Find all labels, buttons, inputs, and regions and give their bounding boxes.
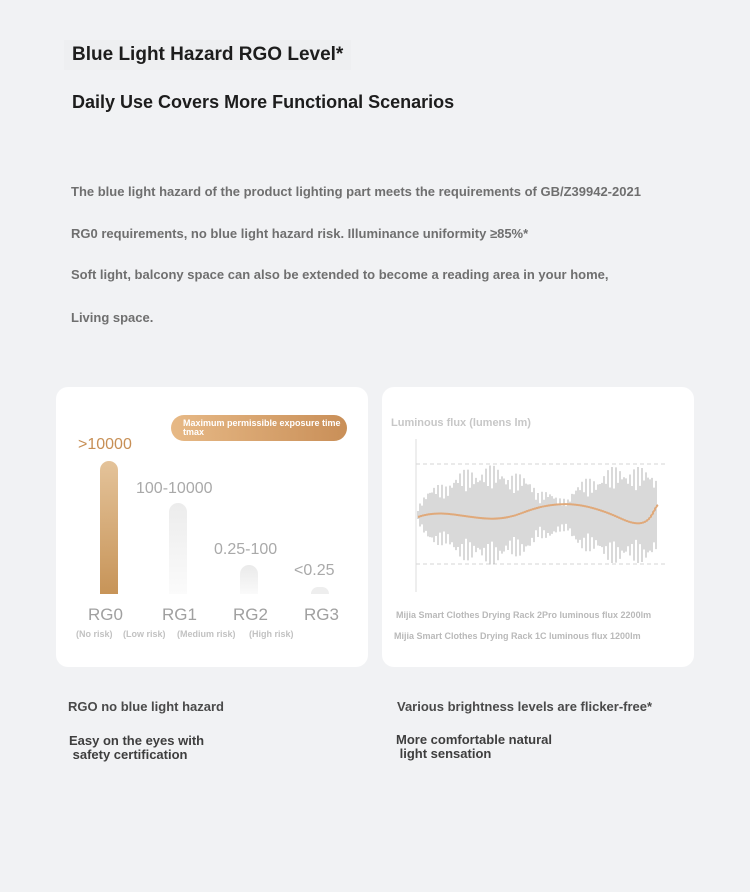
- level-bar-rg1: [169, 503, 187, 594]
- feature-1-text: [69, 734, 204, 762]
- level-value-rg3: <0.25: [294, 562, 335, 579]
- level-value-rg1: 100-10000: [136, 480, 213, 497]
- feature-2-text: [396, 733, 552, 761]
- level-value-rg2: 0.25-100: [214, 541, 278, 558]
- description-line-1: The blue light hazard of the product lighting part meets the requirements of GB/Z39942-2021: [71, 184, 641, 199]
- feature-1-heading: RGO no blue light hazard: [68, 699, 224, 714]
- level-risk-rg0: (No risk): [76, 629, 113, 639]
- level-bar-rg3: [311, 587, 329, 594]
- level-group-rg2: RG2: [233, 605, 268, 624]
- description-line-3: Soft light, balcony space can also be extended to become a reading area in your home,: [71, 267, 609, 282]
- level-risk-rg1: (Low risk): [123, 629, 166, 639]
- page-subtitle: Daily Use Covers More Functional Scenarios: [72, 92, 455, 112]
- hazard-chart-card: [56, 387, 368, 667]
- level-group-rg3: RG3: [304, 605, 339, 624]
- flux-waveform-graphic: [382, 387, 694, 667]
- level-bar-rg0: [100, 461, 118, 594]
- flux-legend-1c: Mijia Smart Clothes Drying Rack 1C luminous flux 1200lm: [394, 631, 641, 641]
- level-bar-rg2: [240, 565, 258, 594]
- page-title: Blue Light Hazard RGO Level*: [64, 40, 351, 70]
- level-group-rg0: RG0: [88, 605, 123, 624]
- exposure-time-pill: [171, 415, 347, 441]
- exposure-time-label: Maximum permissible exposure time tmax: [183, 418, 341, 437]
- feature-2-heading: Various brightness levels are flicker-free*: [397, 699, 653, 714]
- flux-chart-title: Luminous flux (lumens lm): [391, 417, 531, 429]
- feature-1-text-line-1: Easy on the eyes with: [69, 733, 205, 748]
- flux-chart-card: [382, 387, 694, 667]
- feature-1-text-line-2: safety certification: [69, 747, 188, 762]
- level-value-rg0: >10000: [78, 436, 132, 453]
- description-line-4: Living space.: [71, 310, 154, 325]
- level-risk-rg3: (High risk): [249, 629, 294, 639]
- level-risk-rg2: (Medium risk): [177, 629, 236, 639]
- feature-2-text-line-1: More comfortable natural: [396, 732, 553, 747]
- flux-legend-2pro: Mijia Smart Clothes Drying Rack 2Pro luminous flux 2200lm: [396, 610, 652, 620]
- description-line-2: RG0 requirements, no blue light hazard risk. Illuminance uniformity ≥85%*: [71, 226, 529, 241]
- level-group-rg1: RG1: [162, 605, 197, 624]
- feature-2-text-line-2: light sensation: [396, 746, 492, 761]
